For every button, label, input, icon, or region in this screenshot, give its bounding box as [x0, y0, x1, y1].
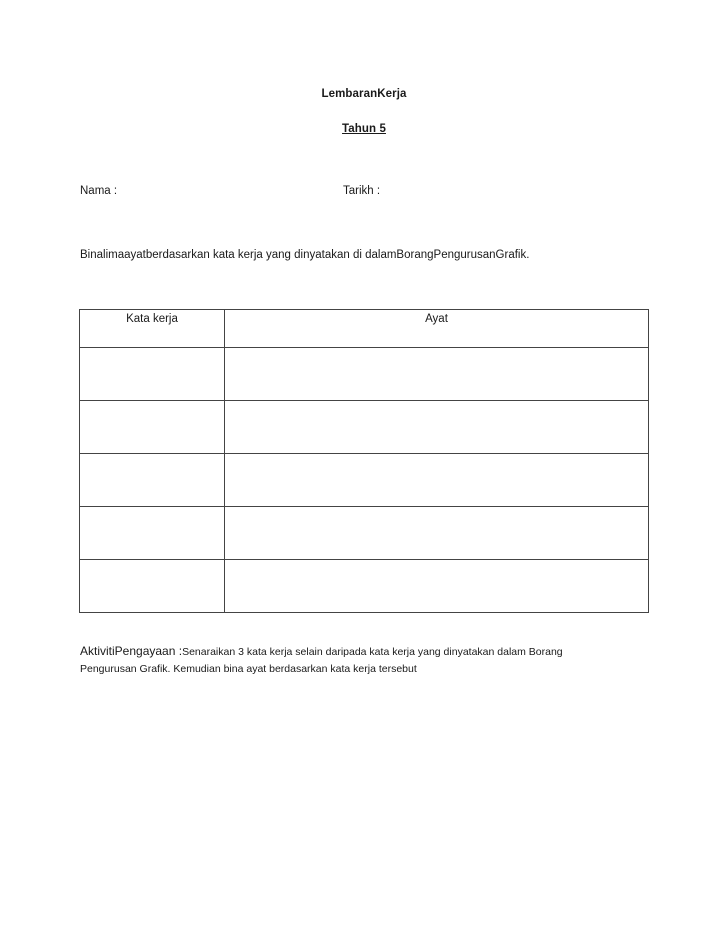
- kata-kerja-cell[interactable]: [80, 348, 225, 401]
- worksheet-title-text: LembaranKerja: [321, 88, 407, 100]
- kata-kerja-cell[interactable]: [80, 507, 225, 560]
- worksheet-title: [0, 88, 728, 100]
- column-header-kata-kerja: Kata kerja: [80, 310, 225, 348]
- ayat-cell[interactable]: [225, 454, 649, 507]
- column-header-ayat: Ayat: [225, 310, 649, 348]
- ayat-cell[interactable]: [225, 401, 649, 454]
- table-row: [80, 454, 649, 507]
- tarikh-label: Tarikh :: [343, 185, 381, 197]
- worksheet-subtitle: [0, 123, 728, 135]
- enrichment-text-line1: Senaraikan 3 kata kerja selain daripada kata kerja yang dinyatakan dalam Borang: [182, 646, 563, 658]
- kata-kerja-cell[interactable]: [80, 560, 225, 613]
- kata-kerja-cell[interactable]: [80, 401, 225, 454]
- ayat-cell[interactable]: [225, 507, 649, 560]
- kata-kerja-table: [79, 309, 649, 613]
- table-row: [80, 507, 649, 560]
- ayat-cell[interactable]: [225, 348, 649, 401]
- table-row: [80, 560, 649, 613]
- kata-kerja-cell[interactable]: [80, 454, 225, 507]
- enrichment-label: AktivitiPengayaan :: [80, 644, 183, 658]
- ayat-cell[interactable]: [225, 560, 649, 613]
- enrichment-activity: [80, 643, 660, 678]
- enrichment-text-line2: Pengurusan Grafik. Kemudian bina ayat berdasarkan kata kerja tersebut: [80, 663, 417, 675]
- worksheet-subtitle-text: Tahun 5: [342, 123, 386, 135]
- instruction-text: Binalimaayatberdasarkan kata kerja yang dinyatakan di dalamBorangPengurusanGrafik.: [80, 249, 530, 261]
- table-row: [80, 348, 649, 401]
- table-row: [80, 401, 649, 454]
- nama-label: Nama :: [80, 185, 118, 197]
- table-header-row: [80, 310, 649, 348]
